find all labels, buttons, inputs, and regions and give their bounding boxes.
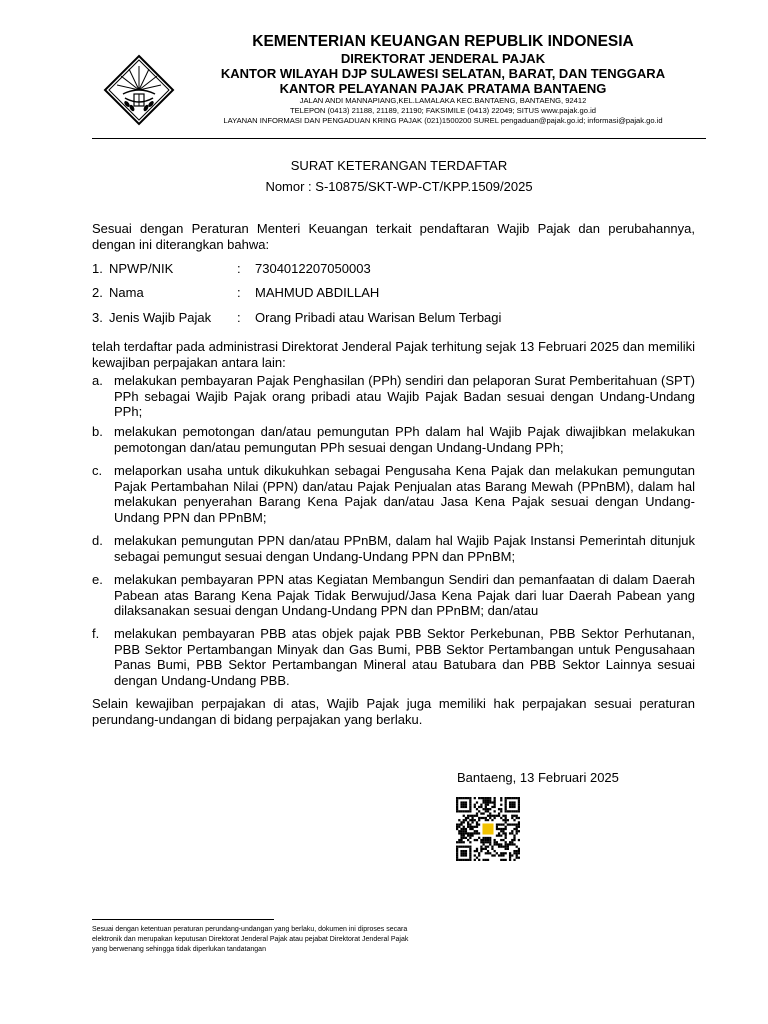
directorate-name: DIREKTORAT JENDERAL PAJAK bbox=[340, 51, 546, 66]
list-marker: a. bbox=[92, 373, 103, 388]
office-services: LAYANAN INFORMASI DAN PENGADUAN KRING PAJAK (021)1500200 SUREL pengaduan@pajak.go.id; informasi@pajak.go.id bbox=[223, 116, 663, 125]
field-colon: : bbox=[237, 285, 241, 300]
list-text: melakukan pembayaran PPN atas Kegiatan Membangun Sendiri dan pemanfaatan di dalam Daerah Pabean atas Barang Kena Pajak Tidak Berwujud/Jasa Kena Pajak dari luar Daerah Pabean yang dilaksanakan sesuai dengan Undang-Undang PPN dan PPnBM; dan/atau bbox=[114, 572, 695, 618]
registered-paragraph: telah terdaftar pada administrasi Direktorat Jenderal Pajak terhitung sejak 13 Februari 2025 dan memiliki kewajiban perpajakan antara lain: bbox=[92, 339, 695, 370]
kemenkeu-emblem-icon bbox=[103, 54, 175, 126]
local-office-name: KANTOR PELAYANAN PAJAK PRATAMA BANTAENG bbox=[279, 81, 607, 96]
list-marker: f. bbox=[92, 626, 100, 641]
list-marker: b. bbox=[92, 424, 103, 439]
field-label: Nama bbox=[109, 285, 144, 300]
qr-code-icon bbox=[456, 797, 520, 861]
ministry-name: KEMENTERIAN KEUANGAN REPUBLIK INDONESIA bbox=[252, 33, 634, 50]
list-marker: e. bbox=[92, 572, 103, 587]
document-number: Nomor : S-10875/SKT-WP-CT/KPP.1509/2025 bbox=[265, 179, 533, 194]
list-marker: d. bbox=[92, 533, 103, 548]
list-text: melakukan pembayaran PBB atas objek pajak PBB Sektor Perkebunan, PBB Sektor Perhutanan, PBB Sektor Pertambangan Minyak dan Gas Bumi, PBB Sektor Pertambangan untuk Pengusahaan Panas Bumi, PBB Sektor Pertambangan Mineral atau Batubara dan PBB Sektor Lainnya sesuai dengan Undang-Undang PBB. bbox=[114, 626, 695, 688]
field-colon: : bbox=[237, 310, 241, 325]
field-label: NPWP/NIK bbox=[109, 261, 174, 276]
regional-office-name: KANTOR WILAYAH DJP SULAWESI SELATAN, BARAT, DAN TENGGARA bbox=[220, 66, 666, 81]
list-text: melaporkan usaha untuk dikukuhkan sebagai Pengusaha Kena Pajak dan melakukan pemungutan Pajak Pertambahan Nilai (PPN) dan/atau Pajak Penjualan atas Barang Mewah (PPnBM), dalam hal melakukan penyerahan Barang Kena Pajak dan/atau Jasa Kena Pajak sesuai dengan Undang-Undang PPN dan PPnBM; bbox=[114, 463, 695, 525]
footnote: Sesuai dengan ketentuan peraturan perundang-undangan yang berlaku, dokumen ini diproses secara elektronik dan merupakan keputusan Direktorat Jenderal Pajak atau pejabat Direktorat Jenderal Pajak yang berwenang sehingga tidak diperlukan tandatangan bbox=[92, 926, 409, 953]
field-number: 1. bbox=[92, 261, 103, 276]
list-text: melakukan pemotongan dan/atau pemungutan PPh dalam hal Wajib Pajak diwajibkan melakukan pemotongan dan/atau pemungutan PPh sesuai dengan Undang-Undang PPh; bbox=[114, 424, 695, 455]
closing-paragraph: Selain kewajiban perpajakan di atas, Wajib Pajak juga memiliki hak perpajakan sesuai peraturan perundang-undangan di bidang perpajakan yang berlaku. bbox=[92, 696, 695, 727]
place-date: Bantaeng, 13 Februari 2025 bbox=[457, 770, 619, 785]
field-number: 3. bbox=[92, 310, 103, 325]
field-jenis-wajib-pajak bbox=[92, 310, 692, 326]
field-number: 2. bbox=[92, 285, 103, 300]
field-nama bbox=[92, 285, 692, 301]
document-title: SURAT KETERANGAN TERDAFTAR bbox=[290, 158, 508, 173]
list-text: melakukan pemungutan PPN dan/atau PPnBM, dalam hal Wajib Pajak Instansi Pemerintah ditunjuk sebagai pemungut sesuai dengan Undang-Undang PPN dan PPnBM; bbox=[114, 533, 695, 564]
intro-paragraph: Sesuai dengan Peraturan Menteri Keuangan terkait pendaftaran Wajib Pajak dan perubahannya, dengan ini diterangkan bahwa: bbox=[92, 221, 695, 252]
field-colon: : bbox=[237, 261, 241, 276]
field-value: 7304012207050003 bbox=[255, 261, 371, 276]
field-value: Orang Pribadi atau Warisan Belum Terbagi bbox=[255, 310, 502, 325]
field-npwp bbox=[92, 261, 692, 277]
list-marker: c. bbox=[92, 463, 103, 478]
letterhead bbox=[180, 33, 706, 126]
office-address: JALAN ANDI MANNAPIANG,KEL.LAMALAKA KEC.BANTAENG, BANTAENG, 92412 bbox=[299, 96, 587, 105]
footnote-divider bbox=[92, 919, 274, 920]
letterhead-divider bbox=[92, 138, 706, 139]
field-label: Jenis Wajib Pajak bbox=[109, 310, 212, 325]
list-text: melakukan pembayaran Pajak Penghasilan (PPh) sendiri dan pelaporan Surat Pemberitahuan (SPT) PPh sebagai Wajib Pajak orang pribadi atau Wajib Pajak Badan sesuai dengan Undang-Undang PPh; bbox=[114, 373, 695, 419]
office-phone: TELEPON (0413) 21188, 21189, 21190; FAKSIMILE (0413) 22049; SITUS www.pajak.go.id bbox=[289, 106, 597, 115]
field-value: MAHMUD ABDILLAH bbox=[255, 285, 380, 300]
